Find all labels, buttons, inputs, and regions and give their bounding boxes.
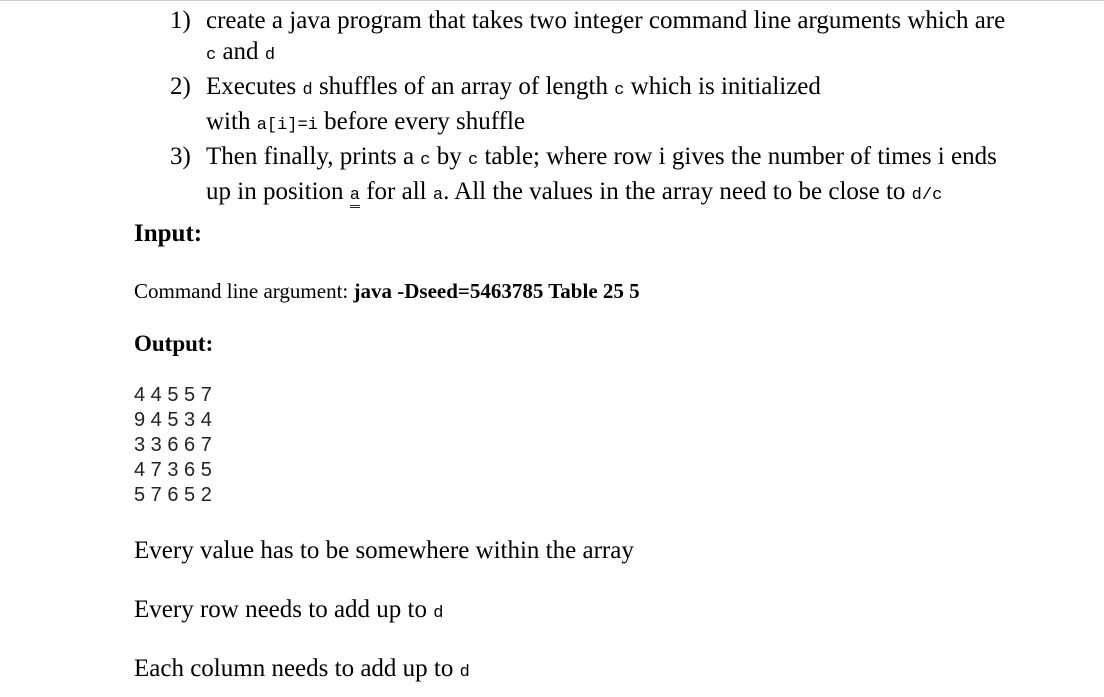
requirement-3-text-c: table; where row i gives the number of times i ends	[478, 143, 997, 170]
top-divider	[0, 0, 1104, 1]
requirement-2-text-c: which is initialized	[624, 73, 821, 100]
output-heading: Output:	[134, 331, 214, 356]
requirement-2-text-a: Executes	[206, 73, 303, 100]
requirement-1-text: create a java program that takes two integer command line arguments which are	[206, 7, 1006, 34]
note-column-sum-text: Each column needs to add up to	[134, 655, 460, 682]
note-row-sum-text: Every row needs to add up to	[134, 596, 434, 623]
output-table	[134, 383, 212, 508]
command-line-value: java -Dseed=5463785 Table 25 5	[353, 279, 640, 303]
code-array-init: a[i]=i	[256, 116, 318, 135]
note-column-sum	[134, 655, 470, 683]
requirement-3-text-f: . All the values in the array need to be close to	[443, 178, 912, 205]
code-c: c	[468, 151, 479, 170]
requirement-2-text-e: before every shuffle	[317, 108, 526, 135]
code-c: c	[206, 46, 217, 65]
note-row-sum	[134, 596, 443, 624]
requirement-3-text-e: for all	[359, 178, 433, 205]
requirement-1-number: 1)	[170, 7, 191, 34]
requirement-1-and: and	[216, 38, 265, 65]
requirement-2-text-b: shuffles of an array of length	[312, 73, 615, 100]
requirement-3-number: 3)	[170, 143, 191, 170]
code-d: d	[459, 663, 470, 682]
code-d: d	[264, 46, 276, 65]
output-row: 4 7 3 6 5	[134, 459, 212, 481]
requirement-3-text-b: by	[430, 143, 468, 170]
code-a: a	[432, 186, 444, 205]
code-d: d	[433, 604, 444, 623]
requirement-3-text-d: up in position	[206, 178, 350, 205]
output-row: 3 3 6 6 7	[134, 434, 212, 456]
input-heading: Input:	[134, 220, 203, 247]
requirement-1	[170, 5, 1090, 71]
command-line-label: Command line argument:	[134, 279, 354, 303]
requirements-list	[170, 5, 1090, 211]
output-row: 9 4 5 3 4	[134, 409, 212, 431]
requirement-2-number: 2)	[170, 73, 191, 100]
code-d: d	[302, 81, 313, 100]
requirement-3-text-a: Then finally, prints a	[206, 143, 421, 170]
output-row: 5 7 6 5 2	[134, 484, 212, 506]
code-c: c	[420, 151, 431, 170]
requirement-2	[170, 71, 1090, 141]
code-c: c	[614, 81, 625, 100]
code-d-over-c: d/c	[911, 186, 943, 205]
command-line	[134, 279, 640, 304]
requirement-3	[170, 141, 1090, 211]
requirement-2-text-d: with	[206, 108, 257, 135]
output-row: 4 4 5 5 7	[134, 384, 212, 406]
underlined-a: a	[350, 186, 360, 208]
note-every-value: Every value has to be somewhere within the array	[134, 537, 634, 564]
